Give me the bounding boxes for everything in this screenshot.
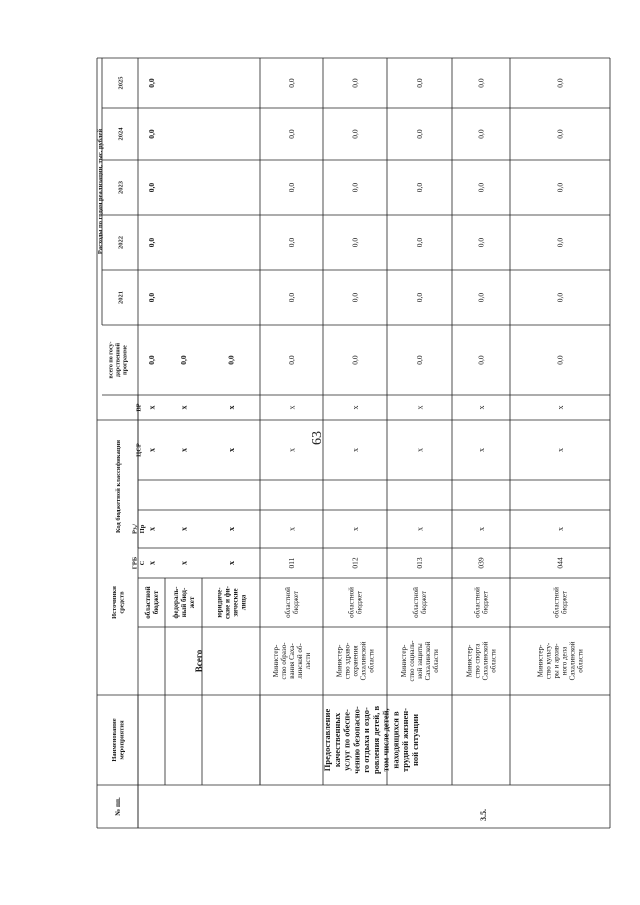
ministry-code	[287, 527, 296, 531]
ministry-code-line: х	[415, 405, 425, 410]
ministry-total-line: 0,0	[415, 355, 425, 365]
ministry-source-line: бюджет	[355, 591, 364, 614]
ministry-year	[477, 238, 486, 248]
ministry-year	[287, 238, 296, 248]
ministry-source-line: бюджет	[291, 591, 300, 614]
ministry-total	[556, 355, 565, 365]
total-row-total-line: 0,0	[179, 355, 189, 365]
ministry-executor-line: ры и архив-	[552, 643, 561, 679]
ministry-code-line: х	[287, 527, 297, 531]
ministry-source-line: бюджет	[419, 591, 428, 614]
total-row-code	[179, 527, 188, 531]
ministry-year	[287, 129, 296, 139]
ministry-source-line: областной	[473, 587, 482, 618]
ministry-year-line: 0,0	[476, 237, 486, 248]
ministry-executor-line: ство культу-	[544, 642, 553, 680]
ministry-grbs	[287, 557, 296, 568]
ministry-code-line: х	[555, 448, 565, 452]
ministry-code-line: х	[415, 448, 425, 452]
total-row-code	[179, 406, 188, 410]
item-title-line: ровления детей, в	[370, 705, 381, 775]
table-cells	[97, 76, 585, 821]
ministry-code	[415, 448, 424, 452]
total-row-total	[147, 355, 156, 365]
header-grbs	[132, 557, 146, 569]
ministry-code-line: х	[350, 405, 360, 410]
total-row-year	[147, 129, 156, 139]
ministry-total-line: 0,0	[476, 355, 486, 365]
header-expenses	[97, 129, 104, 254]
ministry-executor-line: линской об-	[296, 643, 304, 679]
header-year-2022	[117, 236, 124, 249]
total-row-total	[179, 355, 188, 365]
header-expenses-line: Расходы по годам реализации, тыс. рублей	[96, 128, 104, 255]
ministry-executor-line: области	[432, 649, 441, 673]
ministry-grbs-line: 039	[476, 557, 486, 569]
ministry-code-line: х	[415, 527, 425, 531]
total-row-code	[147, 448, 156, 452]
total-row-total-line: 0,0	[147, 355, 157, 365]
ministry-executor-line: вания Саха-	[287, 643, 296, 679]
ministry-executor-line: Сахалинской	[481, 641, 490, 681]
ministry-source	[552, 587, 568, 618]
ministry-source	[284, 587, 300, 618]
ministry-year	[556, 238, 565, 248]
ministry-source-line: областной	[552, 587, 561, 618]
header-name-line: мероприятия	[118, 720, 126, 760]
ministry-grbs	[351, 557, 360, 569]
ministry-year-line: 0,0	[555, 129, 565, 139]
total-row-source-line: бюджет	[151, 590, 160, 615]
ministry-year	[287, 183, 296, 193]
total-label-line: Всего	[194, 649, 205, 673]
header-number-line: № пп.	[113, 797, 122, 816]
ministry-grbs-line: 012	[350, 557, 360, 569]
ministry-executor-line: ство образо-	[279, 642, 288, 680]
total-row-total	[227, 355, 236, 365]
ministry-year-line: 0,0	[350, 292, 360, 303]
ministry-grbs	[556, 557, 565, 569]
header-csr-line: ЦСР	[135, 443, 143, 457]
item-title-line: находящихся в	[390, 711, 401, 769]
total-row-year-line: 0,0	[147, 78, 157, 88]
ministry-total-line: 0,0	[350, 355, 360, 365]
ministry-year-line: 0,0	[415, 78, 425, 88]
total-row-code	[179, 448, 188, 452]
ministry-source	[412, 587, 428, 618]
header-total-line: дарственной	[115, 342, 122, 378]
total-row-year-line: 0,0	[147, 237, 157, 248]
header-year-2022-line: 2022	[117, 236, 125, 249]
ministry-year-line: 0,0	[415, 182, 425, 193]
ministry-executor-line: ласти	[304, 652, 313, 670]
ministry-year	[351, 293, 360, 303]
total-row-year-line: 0,0	[147, 182, 157, 193]
ministry-year	[415, 293, 424, 303]
ministry-executor	[335, 641, 375, 680]
ministry-year-line: 0,0	[287, 237, 297, 248]
total-row-source-line: областной	[143, 586, 152, 619]
total-row-code	[147, 561, 156, 565]
header-year-2021-line: 2021	[117, 291, 125, 304]
ministry-executor	[536, 641, 584, 680]
header-source	[111, 586, 125, 619]
ministry-year-line: 0,0	[350, 129, 360, 139]
ministry-executor	[272, 642, 312, 680]
ministry-year-line: 0,0	[555, 78, 565, 88]
total-row-code-line: х	[226, 561, 236, 565]
ministry-year	[556, 293, 565, 303]
total-row-source-line: зические	[231, 588, 240, 617]
ministry-year	[415, 78, 424, 88]
total-row-code	[227, 561, 236, 565]
total-row-source	[172, 586, 196, 619]
header-total-line: программе	[122, 345, 129, 375]
ministry-grbs-line: 013	[415, 557, 425, 569]
total-row-code	[179, 561, 188, 565]
ministry-executor-line: Министер-	[465, 644, 474, 678]
header-year-2024-line: 2024	[117, 127, 125, 141]
ministry-executor-line: ной защиты	[415, 643, 424, 679]
total-row-code-line: х	[179, 561, 189, 565]
ministry-total	[287, 355, 296, 365]
header-name-line: Наименование	[111, 718, 119, 762]
ministry-year	[351, 129, 360, 139]
ministry-total-line: 0,0	[287, 355, 297, 365]
ministry-grbs	[415, 557, 424, 569]
total-row-code-line: х	[147, 448, 157, 452]
total-row-code-line: х	[179, 527, 189, 531]
ministry-year	[351, 78, 360, 88]
ministry-year	[477, 293, 486, 303]
ministry-executor-line: ство социаль-	[407, 640, 416, 682]
ministry-year-line: 0,0	[287, 182, 297, 193]
total-row-code	[147, 406, 156, 410]
ministry-executor	[465, 641, 497, 680]
ministry-total	[415, 355, 424, 365]
header-rzpr-line: Пр	[139, 524, 147, 534]
ministry-code	[415, 527, 424, 531]
total-row-code-line: х	[226, 527, 236, 531]
ministry-year-line: 0,0	[476, 182, 486, 193]
header-source-line: Источники	[111, 586, 119, 619]
header-csr	[135, 443, 142, 457]
ministry-year-line: 0,0	[476, 292, 486, 303]
ministry-year	[415, 183, 424, 193]
ministry-executor-line: ного дела	[560, 646, 569, 676]
total-row-source-line: лица	[239, 594, 248, 611]
ministry-source-line: областной	[347, 587, 356, 618]
ministry-executor-line: области	[367, 649, 376, 673]
ministry-code-line: х	[555, 405, 565, 410]
total-row-year-line: 0,0	[147, 292, 157, 303]
ministry-year	[351, 238, 360, 248]
total-label	[194, 649, 204, 672]
ministry-year-line: 0,0	[287, 129, 297, 139]
ministry-year-line: 0,0	[350, 237, 360, 248]
total-row-code-line: х	[226, 448, 236, 452]
ministry-executor-line: Сахалинской	[359, 641, 368, 681]
ministry-code-line: х	[287, 405, 297, 410]
ministry-executor-line: Сахалинской	[568, 641, 577, 681]
ministry-executor-line: ство здраво-	[343, 642, 352, 680]
header-year-2023	[117, 180, 124, 194]
total-row-source	[144, 586, 160, 618]
header-year-2024	[117, 127, 124, 141]
ministry-code	[351, 448, 360, 452]
ministry-year	[351, 183, 360, 193]
ministry-year	[415, 129, 424, 139]
header-number	[114, 797, 122, 817]
total-row-code	[227, 527, 236, 531]
ministry-year	[477, 183, 486, 193]
header-grbs-line: С	[139, 560, 147, 566]
ministry-year-line: 0,0	[476, 78, 486, 88]
ministry-year	[477, 78, 486, 88]
ministry-executor-line: области	[576, 649, 585, 673]
ministry-executor-line: Министер-	[271, 644, 280, 678]
ministry-executor-line: Министер-	[335, 644, 344, 678]
ministry-source-line: областной	[283, 587, 292, 618]
ministry-year-line: 0,0	[476, 129, 486, 139]
total-row-year	[147, 238, 156, 248]
ministry-year	[287, 78, 296, 88]
ministry-year-line: 0,0	[287, 292, 297, 303]
header-source-line: средств	[118, 591, 126, 614]
ministry-code	[556, 448, 565, 452]
ministry-grbs-line: 044	[555, 557, 565, 569]
total-row-year	[147, 78, 156, 88]
ministry-year-line: 0,0	[350, 78, 360, 88]
total-row-code	[227, 448, 236, 452]
total-row-source	[215, 585, 247, 619]
header-year-2023-line: 2023	[117, 181, 125, 194]
ministry-source-line: бюджет	[560, 591, 569, 614]
ministry-executor	[400, 640, 440, 682]
item-number	[479, 809, 488, 821]
header-total-line: всего по госу-	[108, 341, 115, 379]
item-title-line: услуг по обеспе-	[341, 709, 352, 771]
total-row-year	[147, 183, 156, 193]
total-row-source-line: ный бюд-	[179, 587, 188, 618]
item-title-line: чению безопасно-	[351, 706, 362, 774]
ministry-grbs-line: 011	[287, 557, 297, 569]
ministry-code	[287, 406, 296, 410]
header-grbs-line: ГРБ	[131, 556, 139, 570]
header-year-2025-line: 2025	[117, 76, 125, 90]
ministry-code-line: х	[350, 448, 360, 452]
ministry-year	[415, 238, 424, 248]
ministry-total	[351, 355, 360, 365]
header-kbk	[115, 440, 122, 533]
ministry-year	[556, 183, 565, 193]
ministry-executor-line: Министер-	[399, 644, 408, 678]
total-row-year-line: 0,0	[147, 129, 157, 139]
header-total	[109, 342, 129, 379]
ministry-code	[477, 527, 486, 531]
ministry-year-line: 0,0	[287, 78, 297, 88]
item-title-line: ной ситуации	[409, 714, 420, 766]
ministry-total-line: 0,0	[555, 355, 565, 365]
total-row-source-line: жет	[188, 596, 196, 609]
ministry-code	[556, 406, 565, 410]
ministry-total	[477, 355, 486, 365]
ministry-code	[556, 527, 565, 531]
page-number: 63	[310, 431, 325, 445]
total-row-code-line: х	[179, 405, 189, 410]
ministry-year	[477, 129, 486, 139]
total-row-source-line: ские и фи-	[223, 585, 232, 620]
header-kbk-line: Код бюджетной классификации	[114, 439, 122, 534]
ministry-code	[287, 448, 296, 452]
item-title	[322, 706, 420, 774]
ministry-year-line: 0,0	[555, 292, 565, 303]
ministry-code-line: х	[287, 448, 297, 452]
total-row-source-line: федераль-	[171, 586, 180, 619]
total-row-source-line: юридиче-	[215, 587, 224, 618]
total-row-code-line: х	[147, 405, 157, 410]
ministry-grbs	[477, 557, 486, 569]
header-vr-line: ВР	[135, 403, 143, 412]
ministry-source	[347, 587, 363, 618]
ministry-code	[477, 406, 486, 410]
ministry-year-line: 0,0	[415, 292, 425, 303]
total-row-code-line: х	[179, 448, 189, 452]
ministry-code	[415, 406, 424, 410]
total-row-code-line: х	[226, 405, 236, 410]
ministry-year	[556, 129, 565, 139]
header-vr	[135, 403, 142, 411]
total-row-code-line: х	[147, 527, 157, 531]
total-row-code-line: х	[147, 561, 157, 565]
ministry-executor-line: ство спорта	[473, 643, 482, 679]
ministry-executor-line: Сахалинской	[424, 641, 432, 681]
ministry-code-line: х	[476, 527, 486, 531]
ministry-year-line: 0,0	[350, 182, 360, 193]
ministry-year-line: 0,0	[555, 237, 565, 248]
header-year-2025	[117, 76, 124, 90]
ministry-code-line: х	[476, 405, 486, 410]
ministry-year	[556, 78, 565, 88]
ministry-source	[473, 587, 489, 618]
item-title-line: том числе детей,	[380, 708, 391, 772]
ministry-executor-line: области	[489, 649, 498, 673]
total-row-total-line: 0,0	[226, 355, 236, 365]
ministry-code-line: х	[476, 448, 486, 452]
ministry-year-line: 0,0	[415, 129, 425, 139]
ministry-code-line: х	[555, 527, 565, 531]
ministry-code-line: х	[350, 527, 360, 531]
ministry-year-line: 0,0	[415, 237, 425, 248]
ministry-year	[287, 293, 296, 303]
ministry-source-line: областной	[411, 587, 420, 618]
total-row-code	[227, 406, 236, 410]
header-name	[111, 718, 125, 761]
item-title-line: трудной жизнен-	[400, 708, 411, 772]
ministry-source-line: бюджет	[481, 591, 490, 614]
item-title-line: Предоставление	[321, 708, 332, 772]
item-title-line: качественных	[331, 712, 342, 768]
ministry-executor-line: Министер-	[536, 644, 545, 678]
item-title-line: го отдыха и оздо-	[361, 707, 372, 773]
item-number-line: 3.5.	[478, 809, 488, 821]
header-rzpr-line: Рз,/	[131, 523, 139, 535]
ministry-code	[351, 406, 360, 410]
total-row-year	[147, 293, 156, 303]
header-rzpr	[132, 524, 146, 534]
header-year-2021	[117, 291, 124, 304]
ministry-code	[351, 527, 360, 531]
total-row-code	[147, 527, 156, 531]
ministry-code	[477, 448, 486, 452]
ministry-executor-line: охранения	[351, 645, 360, 677]
ministry-year-line: 0,0	[555, 182, 565, 193]
